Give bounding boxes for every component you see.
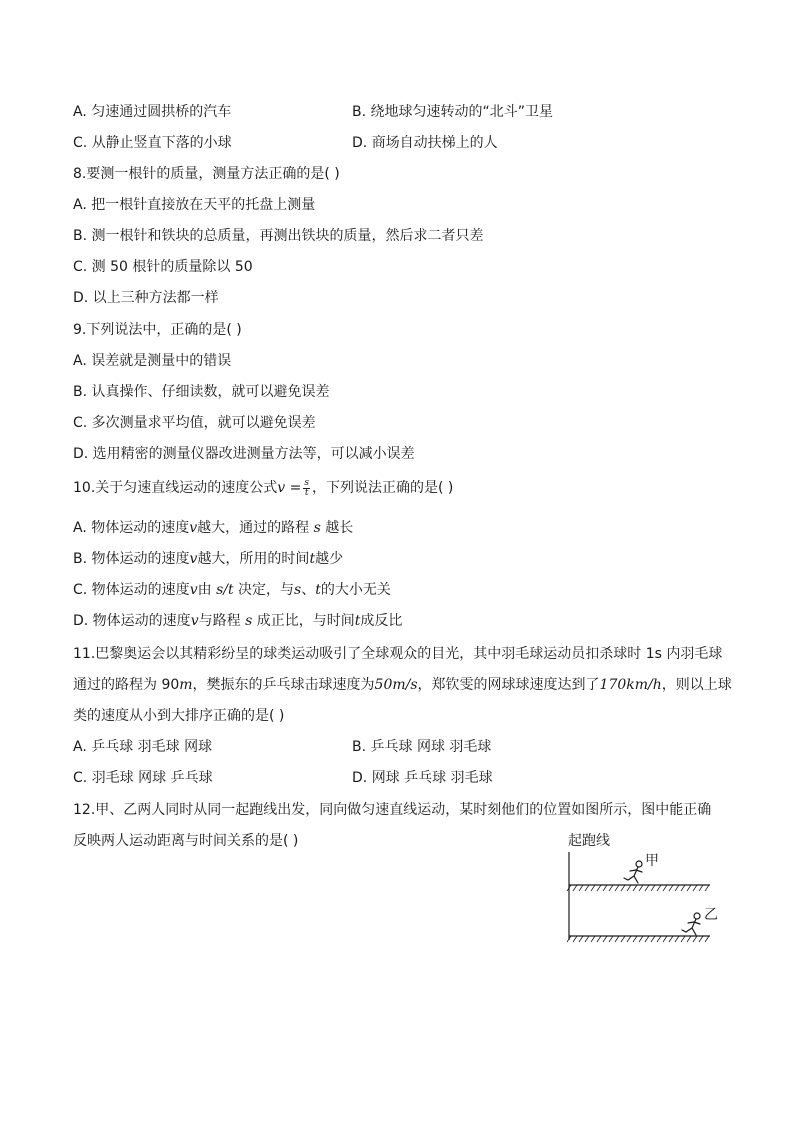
q11-option-d: D. 网球 乒乓球 羽毛球 <box>352 770 493 786</box>
q10-option-c: C. 物体运动的速度v由 s/t 决定，与s、t的大小无关 <box>73 582 391 598</box>
formula-fraction: $\frac{s}{t}$ <box>304 477 309 498</box>
q10-option-a: A. 物体运动的速度v越大，通过的路程 s 越长 <box>73 520 354 536</box>
q8-option-d: D. 以上三种方法都一样 <box>73 290 219 306</box>
runner-b-label: 乙 <box>704 907 718 923</box>
q7-option-c: C. 从静止竖直下落的小球 <box>73 135 232 151</box>
q8-option-b: B. 测一根针和铁块的总质量，再测出铁块的质量，然后求二者只差 <box>73 228 484 244</box>
q11-option-a: A. 乒乓球 羽毛球 网球 <box>73 739 213 755</box>
q8-option-c: C. 测 50 根针的质量除以 50 <box>73 259 253 275</box>
q9-stem: 9.下列说法中，正确的是( ) <box>73 322 242 338</box>
q11-option-b: B. 乒乓球 网球 羽毛球 <box>352 739 492 755</box>
q11-stem-line3: 类的速度从小到大排序正确的是( ) <box>73 708 285 724</box>
q10-option-b: B. 物体运动的速度v越大，所用的时间t越少 <box>73 551 344 567</box>
q10-stem: 10.关于匀速直线运动的速度公式v = $\frac{s}{t}$ ，下列说法正确的是( ) <box>73 477 454 498</box>
runner-b-figure <box>682 913 700 935</box>
q12-stem-line2: 反映两人运动距离与时间关系的是( ) <box>73 833 299 849</box>
track-lower <box>567 936 710 942</box>
q9-option-b: B. 认真操作、仔细读数，就可以避免误差 <box>73 384 330 400</box>
q11-stem-line2: 通过的路程为 90m，樊振东的乒乓球击球速度为50m/s，郑钦雯的网球球速度达到了170km/h，则以上球 <box>73 677 732 693</box>
q9-option-a: A. 误差就是测量中的错误 <box>73 353 232 369</box>
formula-lhs: v = <box>277 480 302 496</box>
runner-a-label: 甲 <box>645 853 659 869</box>
q9-option-d: D. 选用精密的测量仪器改进测量方法等，可以减小误差 <box>73 446 415 462</box>
q8-stem: 8.要测一根针的质量，测量方法正确的是( ) <box>73 166 340 182</box>
q12-stem-line1: 12.甲、乙两人同时从同一起跑线出发，同向做匀速直线运动，某时刻他们的位置如图所示，图中能正确 <box>73 802 712 818</box>
q8-option-a: A. 把一根针直接放在天平的托盘上测量 <box>73 197 316 213</box>
q7-option-d: D. 商场自动扶梯上的人 <box>352 135 498 151</box>
start-line-label: 起跑线 <box>568 833 610 849</box>
race-figure <box>562 830 722 948</box>
q7-option-b: B. 绕地球匀速转动的“北斗”卫星 <box>352 104 554 120</box>
q9-option-c: C. 多次测量求平均值，就可以避免误差 <box>73 415 316 431</box>
q10-option-d: D. 物体运动的速度v与路程 s 成正比，与时间t成反比 <box>73 613 403 629</box>
q11-option-c: C. 羽毛球 网球 乒乓球 <box>73 770 213 786</box>
q11-stem-line1: 11.巴黎奥运会以其精彩纷呈的球类运动吸引了全球观众的目光，其中羽毛球运动员扣杀球时 1s 内羽毛球 <box>73 646 723 662</box>
runner-a-figure <box>624 861 642 883</box>
q7-option-a: A. 匀速通过圆拱桥的汽车 <box>73 104 232 120</box>
track-upper <box>567 885 710 891</box>
